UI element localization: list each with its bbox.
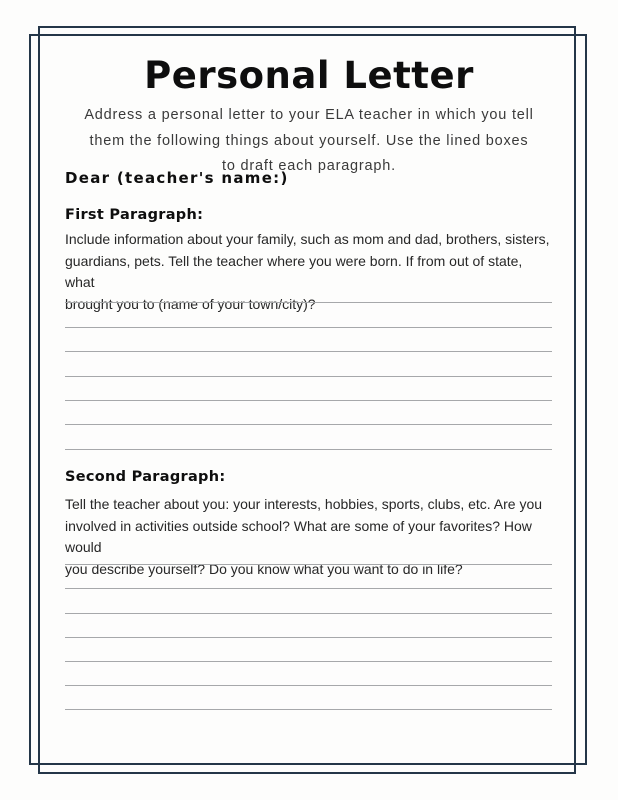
writing-line[interactable] <box>65 589 552 613</box>
prompt-line: involved in activities outside school? What are some of your favorites? How would <box>65 517 532 555</box>
prompt-line: you describe yourself? Do you know what you want to do in life? <box>65 560 463 577</box>
writing-line[interactable] <box>65 352 552 376</box>
writing-line[interactable] <box>65 541 552 565</box>
writing-line[interactable] <box>65 565 552 589</box>
writing-line[interactable] <box>65 425 552 449</box>
writing-line[interactable] <box>65 614 552 638</box>
prompt-line: Include information about your family, such as mom and dad, brothers, sisters, <box>65 231 550 247</box>
prompt-line: brought you to (name of your town/city)? <box>65 295 316 312</box>
instructions-line: to draft each paragraph. <box>222 158 396 174</box>
writing-line[interactable] <box>65 686 552 710</box>
section-heading-first-paragraph: First Paragraph: <box>65 207 204 223</box>
writing-line[interactable] <box>65 279 552 303</box>
prompt-line: guardians, pets. Tell the teacher where you were born. If from out of state, what <box>65 252 523 290</box>
writing-line[interactable] <box>65 377 552 401</box>
writing-line[interactable] <box>65 328 552 352</box>
writing-line[interactable] <box>65 662 552 686</box>
instructions-line: Address a personal letter to your ELA teacher in which you tell <box>84 107 534 123</box>
section-heading-second-paragraph: Second Paragraph: <box>65 469 226 485</box>
writing-line[interactable] <box>65 303 552 327</box>
writing-area-first-paragraph <box>65 279 552 450</box>
page-title: Personal Letter <box>144 54 474 97</box>
prompt-line: Tell the teacher about you: your interests, hobbies, sports, clubs, etc. Are you <box>65 496 543 512</box>
writing-area-second-paragraph <box>65 541 552 710</box>
instructions-line: them the following things about yourself. Use the lined boxes <box>89 132 529 149</box>
salutation-heading: Dear (teacher's name:) <box>65 169 289 187</box>
writing-line[interactable] <box>65 638 552 662</box>
writing-line[interactable] <box>65 401 552 425</box>
